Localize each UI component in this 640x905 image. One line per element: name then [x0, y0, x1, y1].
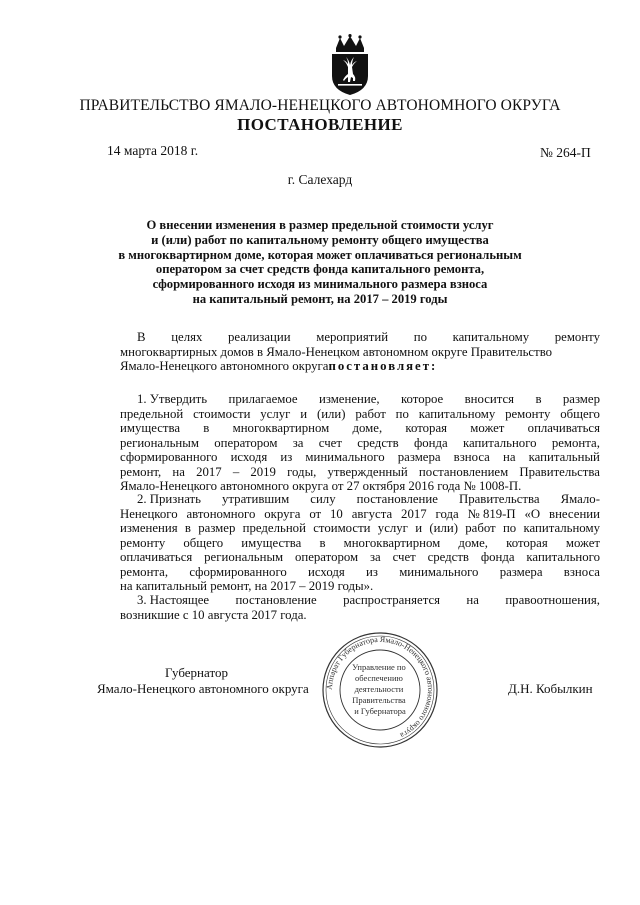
word: фонда — [413, 435, 448, 450]
intro-text: Ямало-Ненецкого автономного округа — [120, 359, 329, 374]
word: имущества — [241, 535, 302, 550]
item-2-cont — [120, 507, 600, 593]
word: региональным — [204, 550, 284, 565]
svg-text:Управление по обеспечени — [352, 662, 408, 716]
paragraph-line — [120, 450, 600, 464]
word: округа — [264, 507, 301, 521]
word: постановлением — [418, 464, 509, 479]
word: ремонта, — [551, 435, 600, 450]
word: (или) — [429, 521, 458, 536]
word: ремонту — [554, 330, 600, 344]
paragraph-line — [137, 392, 600, 406]
word: которая — [405, 421, 448, 436]
item-1 — [137, 392, 600, 406]
word: из — [280, 450, 293, 465]
word: ремонт, — [120, 464, 162, 479]
government-name: ПРАВИТЕЛЬСТВО ЯМАЛО-НЕНЕЦКОГО АВТОНОМНОГО ОКРУГА — [79, 97, 561, 114]
title-line: О внесении изменения в размер предельной стоимости услуг — [146, 218, 494, 232]
document-type: ПОСТАНОВЛЕНИЕ — [237, 115, 403, 134]
paragraph-line — [120, 407, 600, 421]
word: от — [309, 507, 322, 521]
paragraph-line — [120, 536, 600, 550]
word: 10 — [330, 507, 343, 521]
word: средств — [427, 550, 469, 565]
word: за — [369, 550, 381, 565]
word: оплачиваться — [527, 421, 600, 436]
word: и — [300, 407, 308, 421]
word: может — [470, 421, 505, 436]
signatory-name: Д.Н. Кобылкин — [508, 681, 593, 696]
paragraph-line — [120, 550, 600, 564]
coat-of-arms-emblem — [326, 34, 374, 96]
document-date: 14 марта 2018 г. — [107, 143, 199, 158]
word: в — [319, 535, 326, 550]
word: на — [502, 450, 516, 465]
paragraph-line — [137, 593, 600, 607]
document-city: г. Салехард — [287, 172, 353, 187]
word: В — [137, 330, 146, 344]
title-line: в многоквартирном доме, которая может оплачиваться региональным — [118, 247, 522, 262]
word: многоквартирном — [343, 535, 441, 550]
word: размер — [562, 392, 600, 406]
word: 2019 — [250, 464, 276, 479]
word: из — [366, 564, 378, 579]
item-3 — [137, 593, 600, 607]
paragraph-line: многоквартирных домов в Ямало-Ненецком автономном округе Правительство — [120, 345, 553, 359]
paragraph-line: на капитальный ремонт, на 2017 – 2019 годы». — [120, 579, 374, 594]
paragraph-line — [120, 359, 600, 373]
word: доме, — [352, 421, 383, 436]
word: внесении — [549, 507, 600, 521]
word: взноса — [453, 450, 490, 465]
official-stamp — [320, 630, 440, 750]
word: размера — [499, 564, 543, 579]
word: 1. Утвердить — [137, 392, 208, 406]
word: средств — [357, 435, 399, 450]
word: оплачиваться — [120, 550, 193, 565]
word: постановление — [235, 593, 317, 607]
word: сформированного — [120, 450, 218, 465]
word: 2017 — [196, 464, 222, 479]
word: капитального — [462, 435, 537, 450]
stamp-line: Правительства — [352, 695, 406, 705]
word: утратившим — [222, 492, 290, 506]
word: в — [203, 421, 210, 436]
word: ремонта, — [120, 564, 169, 579]
document-title — [100, 218, 540, 307]
word: в — [535, 392, 542, 406]
word: общего — [183, 535, 224, 550]
word: имущества — [120, 421, 181, 436]
word: предельной — [120, 407, 184, 421]
word: – — [232, 464, 240, 479]
word: исходя — [308, 564, 345, 579]
word: сформированного — [189, 564, 287, 579]
word: региональным — [120, 435, 199, 450]
word: стоимости — [193, 407, 251, 421]
word: прилагаемое — [228, 392, 298, 406]
word: правоотношения, — [505, 593, 600, 607]
title-line: на капитальный ремонт, на 2017 – 2019 годы — [192, 291, 448, 306]
item-2 — [137, 492, 600, 506]
word: которая — [506, 535, 548, 550]
word: капитальному — [418, 407, 496, 421]
word: мероприятий — [316, 330, 389, 344]
word: оператором — [294, 550, 359, 565]
word: № 819-П — [467, 507, 516, 521]
word: по — [395, 407, 409, 421]
intro-paragraph — [137, 330, 600, 344]
word: в — [184, 521, 191, 536]
word: размера — [397, 450, 441, 465]
word: по — [413, 330, 427, 344]
word: предельной — [242, 521, 306, 536]
word: многоквартирном — [232, 421, 330, 436]
word: Ненецкого — [120, 507, 178, 521]
stamp-line: деятельности — [354, 684, 404, 694]
word: Ямало- — [560, 492, 600, 506]
paragraph-line — [137, 330, 600, 344]
word: вносится — [464, 392, 515, 406]
paragraph-line: Ямало-Ненецкого автономного округа от 27 октября 2016 года № 1008-П. — [120, 479, 522, 494]
word: капитальному — [523, 521, 600, 536]
word: услуг — [260, 407, 291, 421]
word: работ — [355, 407, 386, 421]
word: исходя — [230, 450, 268, 465]
title-line: и (или) работ по капитальному ремонту общего имущества — [151, 232, 489, 247]
word: общего — [560, 407, 600, 421]
word: автономного — [186, 507, 256, 521]
word: Правительства — [458, 492, 540, 506]
word: минимального — [399, 564, 479, 579]
word: (или) — [316, 407, 346, 421]
word: ремонту — [505, 407, 551, 421]
item-3-cont — [120, 608, 600, 622]
word: на — [466, 593, 479, 607]
word: счет — [392, 550, 416, 565]
word: Правительства — [519, 464, 600, 479]
word: целях — [171, 330, 203, 344]
title-line: сформированного исходя из минимального размера взноса — [152, 277, 488, 292]
word: августа — [351, 507, 393, 521]
stamp-line: и Губернатора — [354, 706, 406, 716]
word: годы, — [287, 464, 317, 479]
word: изменение, — [318, 392, 380, 406]
word: 3. Настоящее — [137, 593, 210, 607]
word: утвержденный — [327, 464, 408, 479]
word: стоимости — [313, 521, 371, 536]
word: капитальный — [528, 450, 600, 465]
item-1-cont — [120, 407, 600, 493]
word: по — [502, 521, 517, 536]
word: распространяется — [343, 593, 441, 607]
paragraph-line — [120, 465, 600, 479]
intro-paragraph-cont — [120, 345, 600, 374]
stamp-line: обеспечению — [355, 673, 403, 683]
title-line: оператором за счет средств фонда капитального ремонта, — [155, 262, 485, 277]
signatory-position-line2: Ямало-Ненецкого автономного округа — [97, 681, 309, 696]
word: оператором — [214, 435, 278, 450]
word: работ — [465, 521, 496, 536]
document-number: № 264-П — [540, 145, 591, 160]
word: минимального — [305, 450, 385, 465]
resolves-word: постановляет: — [328, 359, 438, 374]
signatory-position-line1: Губернатор — [165, 665, 228, 680]
paragraph-line — [120, 565, 600, 579]
word: года — [435, 507, 459, 521]
word: реализации — [228, 330, 291, 344]
paragraph-line — [120, 421, 600, 435]
word: на — [172, 464, 185, 479]
paragraph-line — [120, 436, 600, 450]
word: 2. Признать — [137, 492, 201, 506]
word: изменения — [120, 521, 178, 536]
word: ремонту — [120, 535, 166, 550]
word: фонда — [480, 550, 515, 565]
word: «О — [524, 507, 541, 521]
word: постановление — [356, 492, 438, 506]
word: капитальному — [452, 330, 530, 344]
word: счет — [318, 435, 342, 450]
word: услуг — [377, 521, 408, 536]
word: силу — [310, 492, 336, 506]
stamp-ring-text: Аппарат Губернатора Ямало-Ненецкого автономного округа — [324, 634, 436, 741]
word: размер — [198, 521, 236, 536]
paragraph-line — [120, 521, 600, 535]
word: за — [292, 435, 304, 450]
word: взноса — [563, 564, 600, 579]
paragraph-line — [120, 507, 600, 521]
word: капитального — [526, 550, 600, 565]
stamp-line: Управление по — [352, 662, 406, 672]
word: может — [565, 535, 600, 550]
paragraph-line: возникшие с 10 августа 2017 года. — [120, 608, 307, 622]
word: и — [415, 521, 423, 536]
paragraph-line — [137, 492, 600, 506]
word: 2017 — [401, 507, 427, 521]
word: которое — [400, 392, 444, 406]
word: доме, — [458, 535, 489, 550]
